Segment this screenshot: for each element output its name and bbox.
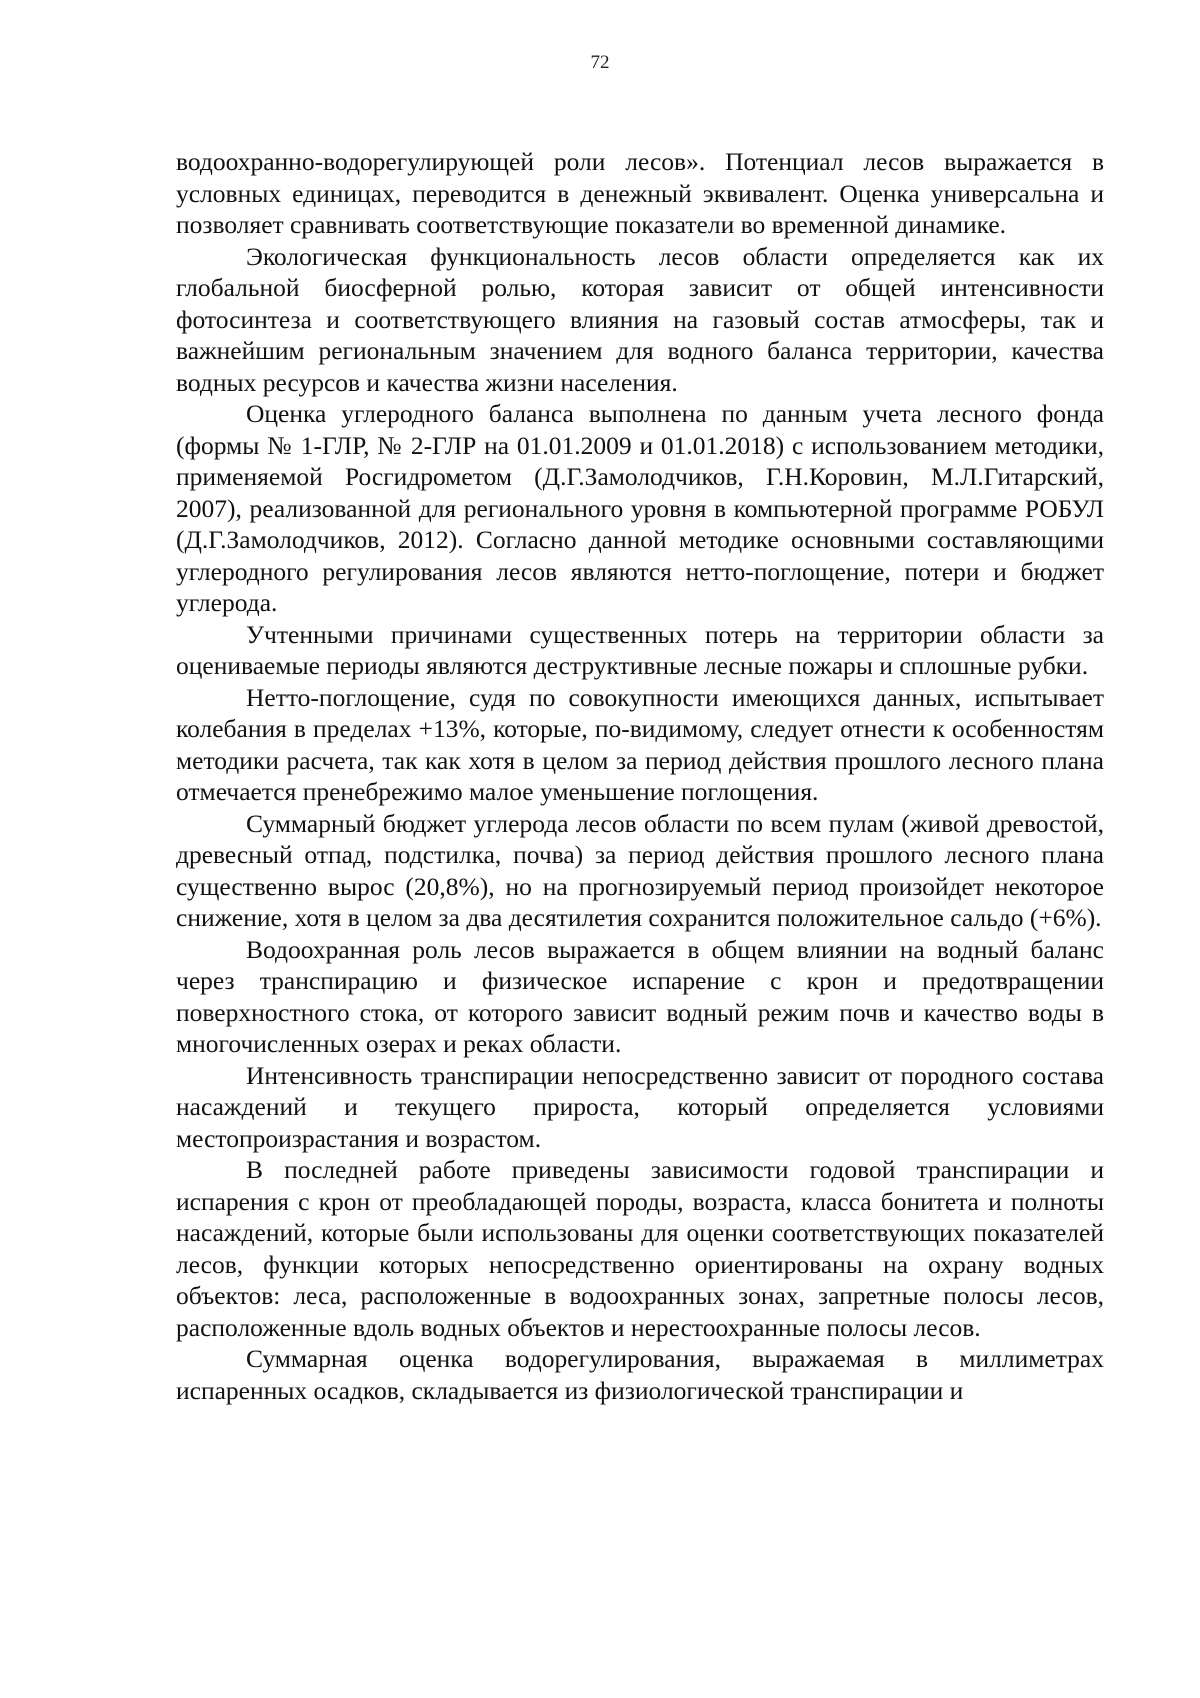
paragraph-losses-causes: Учтенными причинами существенных потерь на территории области за оцениваемые периоды являются деструктивные лесные пожары и сплошные рубки. — [176, 619, 1104, 680]
paragraph-carbon-balance-assessment: Оценка углеродного баланса выполнена по данным учета лесного фонда (формы № 1-ГЛР, № 2-ГЛР на 01.01.2009 и 01.01.2018) с использованием методики, применяемой Росгидрометом (Д.Г.Замолодчиков, Г.Н.Коровин, М.Л.Гитарский, 2007), реализованной для регионального уровня в компьютерной программе РОБУЛ (Д.Г.Замолодчиков, 2012). Согласно данной методике основными составляющими углеродного регулирования лесов являются нетто-поглощение, потери и бюджет углерода. — [176, 399, 1104, 617]
paragraph-continuation: водоохранно-водорегулирующей роли лесов». Потенциал лесов выражается в условных единицах, переводится в денежный эквивалент. Оценка универсальна и позволяет сравнивать соответствующие показатели во временной динамике. — [176, 147, 1104, 239]
paragraph-ecological-functionality: Экологическая функциональность лесов области определяется как их глобальной биосферной ролью, которая зависит от общей интенсивности фотосинтеза и соответствующего влияния на газовый состав атмосферы, так и важнейшим региональным значением для водного баланса территории, качества водных ресурсов и качества жизни населения. — [176, 241, 1104, 397]
body-text — [176, 146, 1104, 1406]
paragraph-carbon-budget: Суммарный бюджет углерода лесов области по всем пулам (живой древостой, древесный отпад, подстилка, почва) за период действия прошлого лесного плана существенно вырос (20,8%), но на прогнозируемый период произойдет некоторое снижение, хотя в целом за два десятилетия сохранится положительное сальдо (+6%). — [176, 808, 1104, 932]
paragraph-dependencies: В последней работе приведены зависимости годовой транспирации и испарения с крон от преобладающей породы, возраста, класса бонитета и полноты насаждений, которые были использованы для оценки соответствующих показателей лесов, функции которых непосредственно ориентированы на охрану водных объектов: леса, расположенные в водоохранных зонах, запретные полосы лесов, расположенные вдоль водных объектов и нерестоохранные полосы лесов. — [176, 1155, 1104, 1342]
paragraph-net-absorption: Нетто-поглощение, судя по совокупности имеющихся данных, испытывает колебания в пределах +13%, которые, по-видимому, следует отнести к особенностям методики расчета, так как хотя в целом за период действия прошлого лесного плана отмечается пренебрежимо малое уменьшение поглощения. — [176, 682, 1104, 806]
paragraph-transpiration-intensity: Интенсивность транспирации непосредственно зависит от породного состава насаждений и текущего прироста, который определяется условиями местопроизрастания и возрастом. — [176, 1060, 1104, 1153]
paragraph-total-water-regulation: Суммарная оценка водорегулирования, выражаемая в миллиметрах испаренных осадков, складывается из физиологической транспирации и — [176, 1344, 1104, 1405]
paragraph-water-protection-role: Водоохранная роль лесов выражается в общем влиянии на водный баланс через транспирацию и физическое испарение с крон и предотвращении поверхностного стока, от которого зависит водный режим почв и качество воды в многочисленных озерах и реках области. — [176, 934, 1104, 1058]
page-number: 72 — [590, 52, 610, 73]
